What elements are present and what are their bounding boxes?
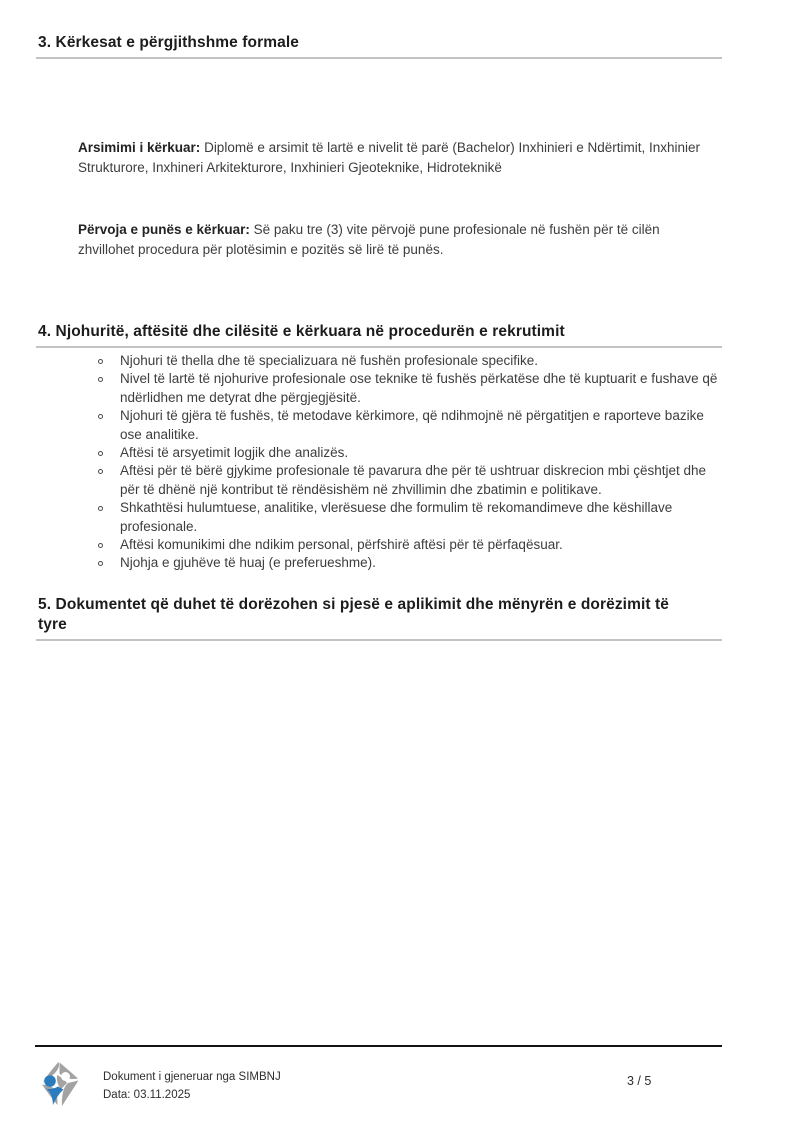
list-item: Shkathtësi hulumtuese, analitike, vlerësuese dhe formulim të rekomandimeve dhe këshillave profesionale. [97, 499, 719, 536]
skills-bullet-list [97, 352, 719, 573]
section-4-rule [36, 346, 722, 348]
footer-info [103, 1068, 281, 1104]
footer-date: Data: 03.11.2025 [103, 1089, 191, 1101]
footer-generated-by: Dokument i gjeneruar nga SIMBNJ [103, 1071, 281, 1083]
section-4-title: 4. Njohuritë, aftësitë dhe cilësitë e kërkuara në procedurën e rekrutimit [38, 323, 565, 340]
list-item: Njohuri të thella dhe të specializuara në fushën profesionale specifike. [97, 352, 719, 370]
simbnj-logo-icon [37, 1061, 81, 1109]
section-4-header [36, 322, 722, 348]
work-experience-label: Përvoja e punës e kërkuar: [78, 221, 250, 237]
list-item: Aftësi të arsyetimit logjik dhe analizës. [97, 444, 719, 462]
list-item: Aftësi komunikimi dhe ndikim personal, përfshirë aftësi për të përfaqësuar. [97, 536, 719, 554]
list-item: Njohja e gjuhëve të huaj (e preferueshme). [97, 554, 719, 572]
section-5-rule [36, 639, 722, 641]
list-item: Njohuri të gjëra të fushës, të metodave kërkimore, që ndihmojnë në përgatitjen e raporteve bazike ose analitike. [97, 407, 719, 444]
list-item: Aftësi për të bërë gjykime profesionale të pavarura dhe për të ushtruar diskrecion mbi çështjet dhe për të dhënë një kontribut të rëndësishëm në zhvillimin dhe zbatimin e politikave. [97, 462, 719, 499]
section-3-header [36, 33, 722, 59]
work-experience-text: Së paku tre (3) vite përvojë pune profesionale në fushën për të cilën zhvillohet procedura për plotësimin e pozitës së lirë të punës. [78, 221, 660, 257]
list-item: Nivel të lartë të njohurive profesionale ose teknike të fushës përkatëse dhe të kuptuarit e fushave që ndërlidhen me detyrat dhe përgjegjësitë. [97, 370, 719, 407]
work-experience-paragraph [78, 220, 719, 260]
section-3-rule [36, 57, 722, 59]
section-5-title: 5. Dokumentet që duhet të dorëzohen si pjesë e aplikimit dhe mënyrën e dorëzimit të tyre [38, 596, 670, 633]
section-3-title: 3. Kërkesat e përgjithshme formale [38, 34, 299, 51]
education-required-text: Diplomë e arsimit të lartë e nivelit të parë (Bachelor) Inxhinieri e Ndërtimit, Inxhinier Strukturore, Inxhineri Arkitekturore, Inxhinieri Gjeoteknike, Hidroteknikë [78, 139, 701, 175]
page-number: 3 / 5 [627, 1074, 652, 1088]
footer-divider [35, 1045, 722, 1047]
section-5-header [36, 595, 722, 641]
education-required-paragraph [78, 138, 719, 178]
education-required-label: Arsimimi i kërkuar: [78, 139, 201, 155]
